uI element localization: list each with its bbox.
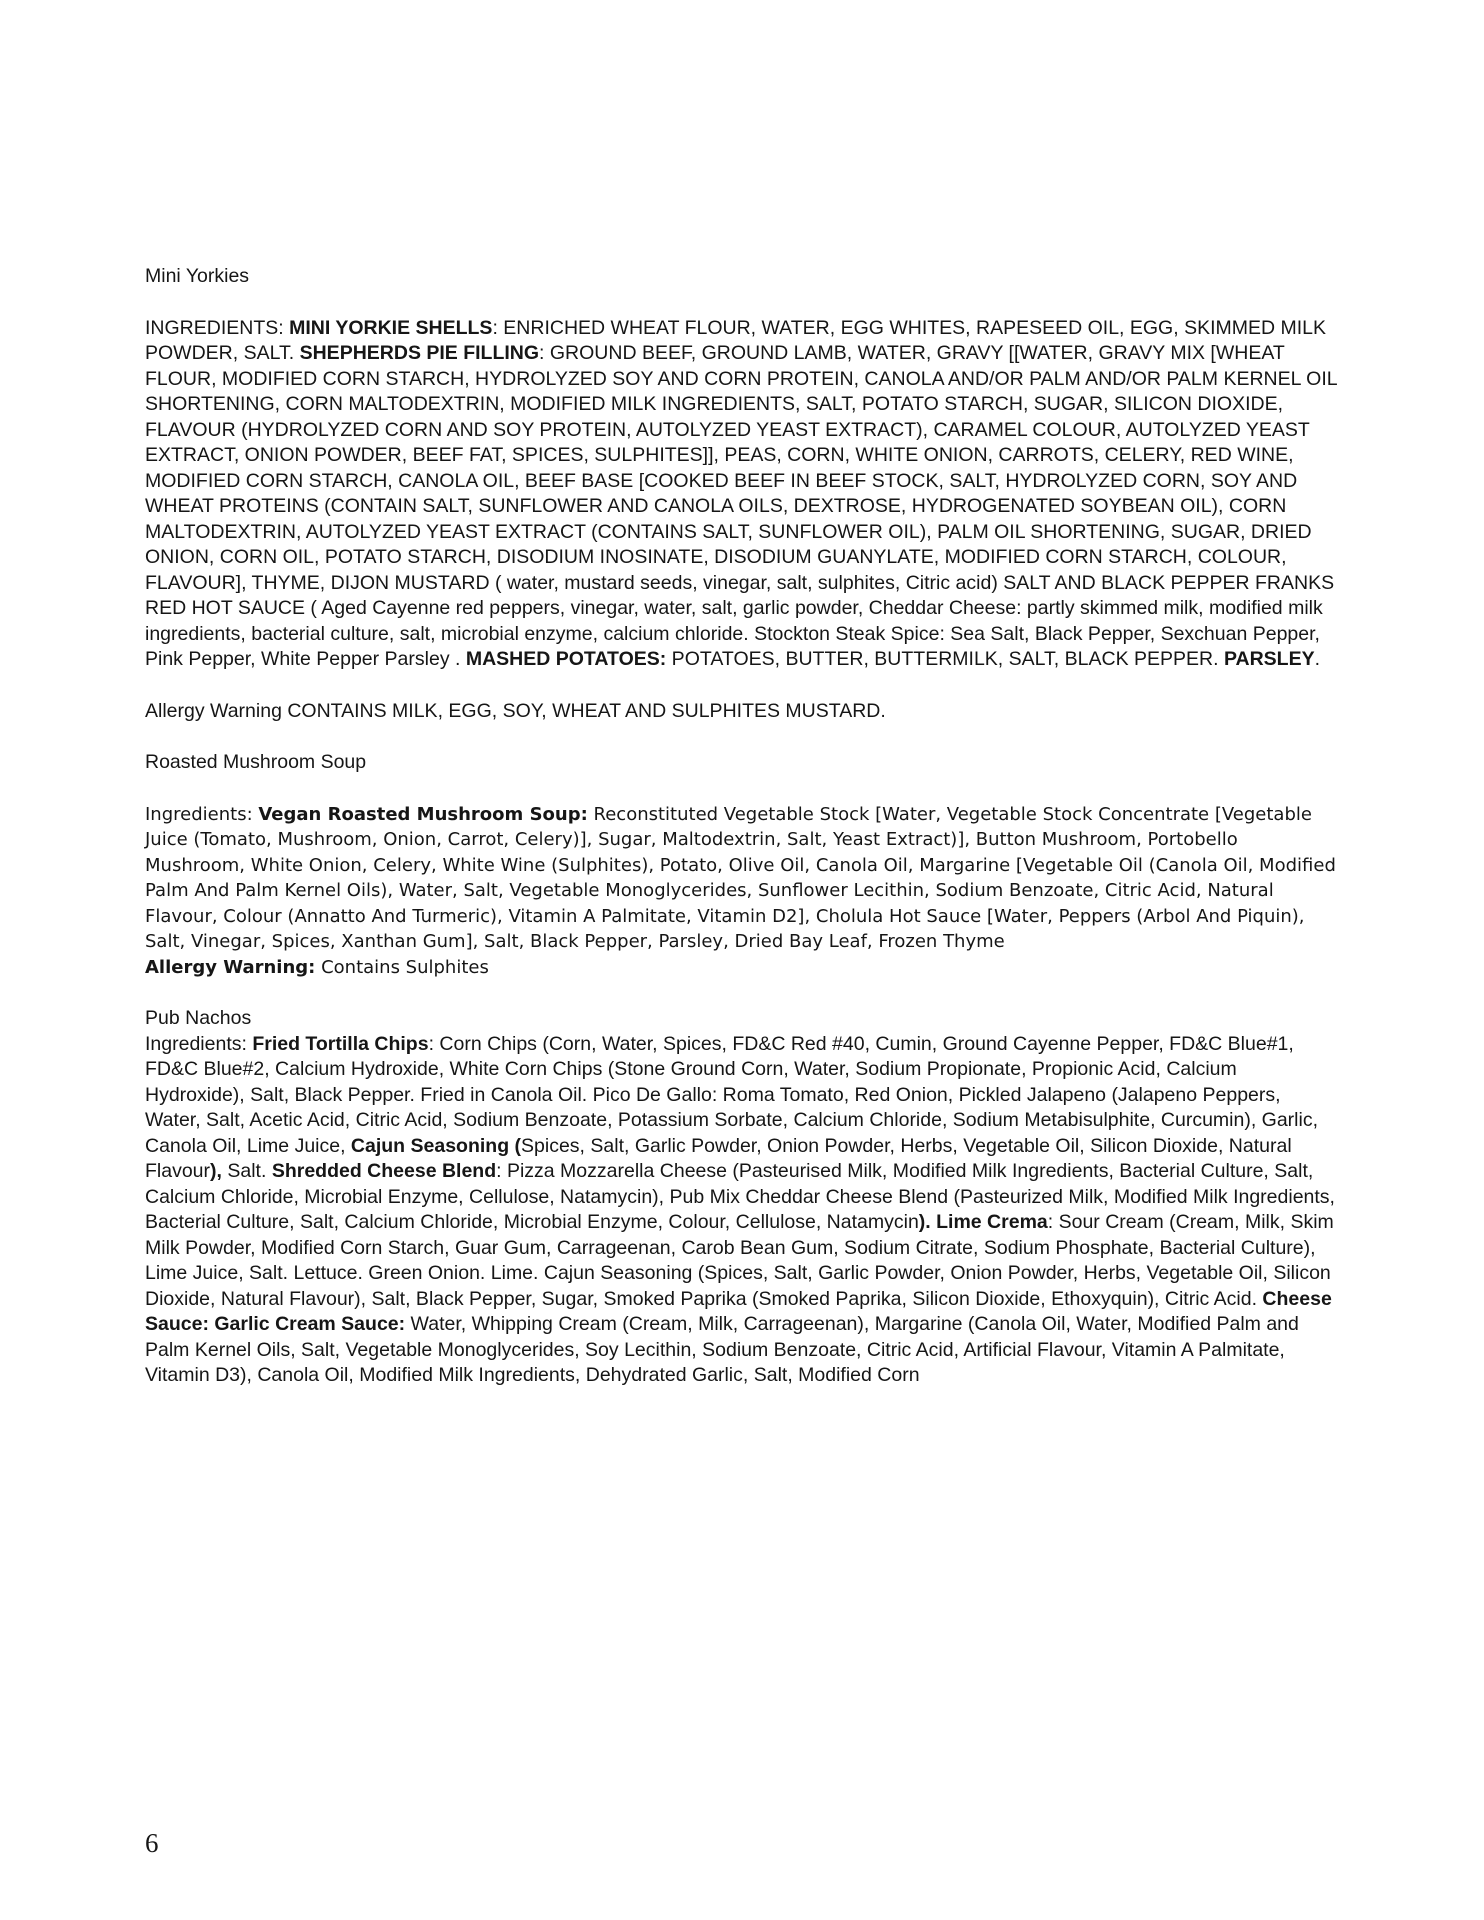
text-run: ), xyxy=(210,1160,228,1182)
text-run: Reconstituted Vegetable Stock [Water, Vegetable Stock Concentrate [Vegetable Juice (Tomato, Mushroom, Onion, Carrot, Celery)], Sugar, Maltodextrin, Salt, Yeast Extract)], Button Mushroom, Portobello Mushroom, White Onion, Celery, White Wine (Sulphites), Potato, Olive Oil, Canola Oil, Margarine [Vegetable Oil (Canola Oil, Modified Palm And Palm Kernel Oils), Water, Salt, Vegetable Monoglycerides, Sunflower Lecithin, Sodium Benzoate, Citric Acid, Natural Flavour, Colour (Annatto And Turmeric), Vitamin A Palmitate, Vitamin D2], Cholula Hot Sauce [Water, Peppers (Arbol And Piquin), Salt, Vinegar, Spices, Xanthan Gum], Salt, Black Pepper, Parsley, Dried Bay Leaf, Frozen Thyme xyxy=(145,803,1336,952)
text-run: Fried Tortilla Chips xyxy=(252,1032,429,1055)
text-run: Pub Nachos xyxy=(145,1007,252,1029)
text-run: : ENRICHED WHEAT FLOUR, WATER, EGG WHITES, RAPESEED OIL, EGG, SKIMMED MILK POWDER, SALT. xyxy=(145,316,1327,364)
text-run: Vegan Roasted Mushroom Soup: xyxy=(258,803,588,825)
text-run: INGREDIENTS: xyxy=(145,316,290,339)
text-run: MASHED POTATOES: xyxy=(465,648,667,670)
paragraph xyxy=(145,955,1341,981)
paragraph xyxy=(145,802,1341,955)
paragraph xyxy=(145,699,1341,725)
text-run: Contains Sulphites xyxy=(315,956,489,978)
text-run: POTATOES, BUTTER, BUTTERMILK, SALT, BLACK PEPPER. xyxy=(666,648,1224,670)
text-run: Spices, Salt, Garlic Powder, Onion Powder, Herbs, Vegetable Oil, Silicon Dioxide, Natural Flavour xyxy=(145,1134,1292,1182)
text-run: Mini Yorkies xyxy=(145,265,250,287)
text-run: MINI YORKIE SHELLS xyxy=(289,316,493,339)
text-run: : GROUND BEEF, GROUND LAMB, WATER, GRAVY [[WATER, GRAVY MIX [WHEAT FLOUR, MODIFIED CORN STARCH, HYDROLYZED SOY AND CORN PROTEIN, CANOLA AND/OR PALM AND/OR PALM KERNEL OIL SHORTENING, CORN MALTODEXTRIN, MODIFIED MILK INGREDIENTS, SALT, POTATO STARCH, SUGAR, SILICON DIOXIDE, FLAVOUR (HYDROLYZED CORN AND SOY PROTEIN, AUTOLYZED YEAST EXTRACT), CARAMEL COLOUR, AUTOLYZED YEAST EXTRACT, ONION POWDER, BEEF FAT, SPICES, SULPHITES]], PEAS, CORN, WHITE ONION, CARROTS, CELERY, RED WINE, MODIFIED CORN STARCH, CANOLA OIL, BEEF BASE [COOKED BEEF IN BEEF STOCK, SALT, HYDROLYZED CORN, SOY AND WHEAT PROTEINS (CONTAIN SALT, SUNFLOWER AND CANOLA OILS, DEXTROSE, HYDROGENATED SOYBEAN OIL), CORN MALTODEXTRIN, AUTOLYZED YEAST EXTRACT (CONTAINS SALT, SUNFLOWER OIL), PALM OIL SHORTENING, SUGAR, DRIED ONION, CORN OIL, POTATO STARCH, DISODIUM INOSINATE, DISODIUM GUANYLATE, MODIFIED CORN STARCH, COLOUR, FLAVOUR], THYME, DIJON MUSTARD ( water, mustard seeds, vinegar, salt, sulphites, Citric acid) SALT AND BLACK PEPPER FRANKS RED HOT SAUCE ( Aged Cayenne red peppers, vinegar, water, salt, garlic powder, Cheddar Cheese: partly skimmed milk, modified milk ingredients, bacterial culture, salt, microbial enzyme, calcium chloride. Stockton Steak Spice: Sea Salt, Black Pepper, Sexchuan Pepper, Pink Pepper, White Pepper Parsley . xyxy=(145,342,1337,670)
text-run: ). Lime Crema xyxy=(918,1211,1048,1233)
text-run: Shredded Cheese Blend xyxy=(271,1160,497,1182)
section-heading xyxy=(145,1006,1341,1032)
text-run: Salt. xyxy=(227,1160,272,1182)
text-run: SHEPHERDS PIE FILLING xyxy=(299,342,540,364)
section-heading xyxy=(145,750,1341,776)
text-run: Cheese Sauce: Garlic Cream Sauce: xyxy=(145,1287,1332,1335)
text-run: Ingredients: xyxy=(145,803,259,825)
text-run: Roasted Mushroom Soup xyxy=(145,751,367,773)
section-heading xyxy=(145,264,1341,290)
text-run: : Corn Chips (Corn, Water, Spices, FD&C Red #40, Cumin, Ground Cayenne Pepper, FD&C Blue#1, FD&C Blue#2, Calcium Hydroxide, White Corn Chips (Stone Ground Corn, Water, Sodium Propionate, Propionic Acid, Calcium Hydroxide), Salt, Black Pepper. Fried in Canola Oil. Pico De Gallo: Roma Tomato, Red Onion, Pickled Jalapeno (Jalapeno Peppers, Water, Salt, Acetic Acid, Citric Acid, Sodium Benzoate, Potassium Sorbate, Calcium Chloride, Sodium Metabisulphite, Curcumin), Garlic, Canola Oil, Lime Juice, xyxy=(145,1032,1319,1157)
text-run: Water, Whipping Cream (Cream, Milk, Carrageenan), Margarine (Canola Oil, Water, Modified Palm and Palm Kernel Oils, Salt, Vegetable Monoglycerides, Soy Lecithin, Sodium Benzoate, Citric Acid, Artificial Flavour, Vitamin A Palmitate, Vitamin D3), Canola Oil, Modified Milk Ingredients, Dehydrated Garlic, Salt, Modified Corn xyxy=(145,1313,1299,1386)
text-run: : Sour Cream (Cream, Milk, Skim Milk Powder, Modified Corn Starch, Guar Gum, Carrageenan, Carob Bean Gum, Sodium Citrate, Sodium Phosphate, Bacterial Culture), Lime Juice, Salt. Lettuce. Green Onion. Lime. Cajun Seasoning (Spices, Salt, Garlic Powder, Onion Powder, Herbs, Vegetable Oil, Silicon Dioxide, Natural Flavour), Salt, Black Pepper, Sugar, Smoked Paprika (Smoked Paprika, Silicon Dioxide, Ethoxyquin), Citric Acid. xyxy=(145,1211,1334,1310)
paragraph xyxy=(145,1032,1341,1389)
page-number: 6 xyxy=(145,1828,159,1858)
text-run: . xyxy=(1314,648,1321,670)
paragraph xyxy=(145,316,1341,673)
text-run: PARSLEY xyxy=(1223,648,1315,670)
document-content xyxy=(145,264,1341,1389)
text-run: Allergy Warning: xyxy=(145,956,316,978)
text-run: Ingredients: xyxy=(145,1032,253,1055)
text-run: Cajun Seasoning ( xyxy=(350,1134,522,1157)
text-run: Allergy Warning CONTAINS MILK, EGG, SOY, WHEAT AND SULPHITES MUSTARD. xyxy=(145,699,886,722)
text-run: : Pizza Mozzarella Cheese (Pasteurised Milk, Modified Milk Ingredients, Bacterial Culture, Salt, Calcium Chloride, Microbial Enzyme, Cellulose, Natamycin), Pub Mix Cheddar Cheese Blend (Pasteurized Milk, Modified Milk Ingredients, Bacterial Culture, Salt, Calcium Chloride, Microbial Enzyme, Colour, Cellulose, Natamycin xyxy=(145,1160,1335,1233)
